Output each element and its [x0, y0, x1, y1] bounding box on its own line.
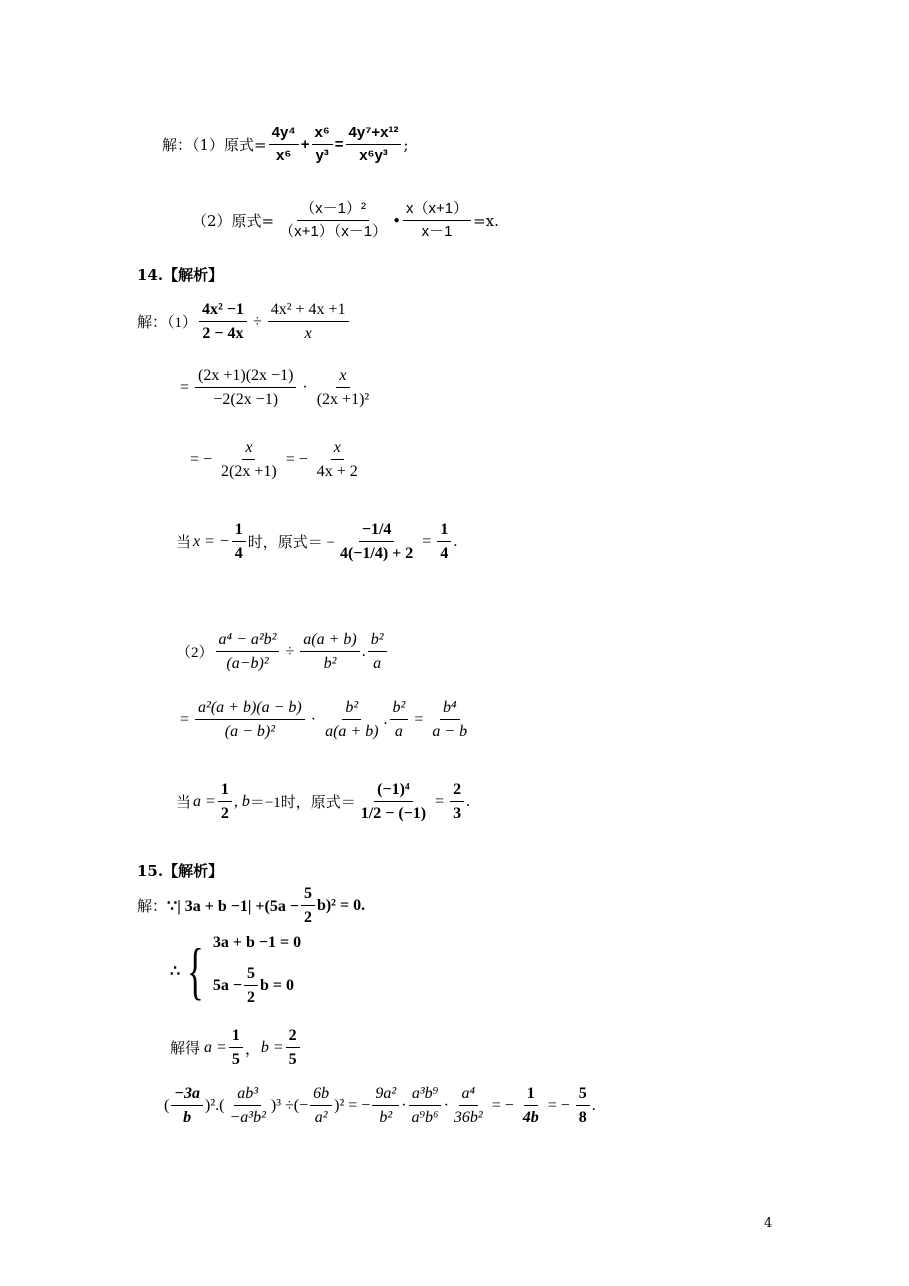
heading-14: 14.【解析】 — [137, 266, 224, 284]
fraction: $\frac{\text{a²(a + b)(a − b)}}{\text{(a − b)²}}$ — [195, 698, 305, 741]
fraction: $\frac{2}{3}$ — [450, 780, 464, 823]
fraction: $\frac{\text{4x² −1}}{2 - 4x}$ — [199, 300, 247, 343]
fraction: $\frac{\text{a⁴ − a²b²}}{\text{(a−b)²}}$ — [216, 630, 280, 673]
fraction: $\frac{(2x +1)(2x -1)}{-2(2x -1)}$ — [195, 366, 296, 409]
fraction: $\frac{\text{a³b⁹}}{\text{a⁹b⁶}}$ — [408, 1084, 441, 1127]
part2-prefix: （2）原式= — [192, 212, 275, 230]
fraction: $\frac{x}{2(2x +1)}$ — [221, 439, 277, 481]
equation-1: 3a + b −1 = 0 — [212, 934, 302, 951]
fraction: $\frac{\text{9a²}}{\text{b²}}$ — [372, 1084, 399, 1127]
part1-prefix: 解：（1）原式= — [162, 136, 267, 154]
fraction: $\frac{\text{x⁶}}{\text{y³}}$ — [312, 124, 333, 165]
answer-13-part2: （2）原式= $\frac{\text{（x－1）²}}{(x+1)(x-1)}$ • $\frac{x(x+1)}{x-1}$ =x. — [192, 200, 499, 240]
fraction: $\frac{x}{4x + 2}$ — [316, 439, 358, 481]
answer-13-part1: 解：（1）原式= $\frac{\text{4y⁴}}{\text{x⁶}}$ + $\frac{\text{x⁶}}{\text{y³}}$ = $\frac{\text{4y⁷+x¹²}}{\text{x⁶y³}}$ ; — [162, 124, 409, 164]
fraction: $\frac{\text{b²}}{a(a + b)}$ — [325, 699, 379, 741]
s14-line7: 当 a = $\frac{1}{2}$ , b ＝−1时，原式＝ $\frac{\text{(−1)⁴}}{1/2 - (-1)}$ = $\frac{2}{3}$ . — [176, 781, 471, 823]
s14-line3: = − $\frac{x}{2(2x +1)}$ = − $\frac{x}{4x + 2}$ — [186, 438, 363, 481]
s15-line1: 解： ∵| 3a + b −1| +(5a − $\frac{5}{2}$ b)² = 0. — [137, 885, 366, 927]
fraction: $\frac{\text{b⁴}}{a - b}$ — [432, 699, 468, 741]
fraction: $\frac{\text{ab³}}{\text{−a³b²}}$ — [229, 1085, 266, 1127]
fraction: $\frac{\text{(−1)⁴}}{1/2 - (-1)}$ — [360, 781, 427, 823]
fraction: $\frac{-1/4}{4(-1/4) + 2}$ — [339, 521, 414, 563]
fraction: $\frac{5}{8}$ — [576, 1084, 590, 1127]
fraction: $\frac{x(x+1)}{x-1}$ — [403, 200, 471, 241]
s14-line2: = $\frac{(2x +1)(2x -1)}{-2(2x -1)}$ · $\frac{x}{\text{(2x +1)²}}$ — [176, 366, 374, 409]
fraction: $\frac{1}{4}$ — [437, 520, 451, 563]
fraction: $\frac{6b}{\text{a²}}$ — [310, 1084, 332, 1127]
fraction: $\frac{1}{4}$ — [232, 520, 246, 563]
fraction: $\frac{\text{b²}}{a}$ — [368, 630, 387, 673]
s14-line6: = $\frac{\text{a²(a + b)(a − b)}}{\text{(a − b)²}}$ · $\frac{\text{b²}}{a(a + b)}$ . $\frac{\text{b²}}{a}$ = $\frac{\text{b⁴}}{a - b}$ — [176, 698, 472, 741]
s14-line5: （2） $\frac{\text{a⁴ − a²b²}}{\text{(a−b)²}}$ ÷ $\frac{a(a + b)}{\text{b²}}$ . $\frac{\text{b²}}{a}$ — [176, 630, 389, 673]
fraction: $\frac{a(a + b)}{\text{b²}}$ — [300, 630, 359, 673]
page-number: 4 — [764, 1216, 773, 1231]
s14-line4: 当 x = − $\frac{1}{4}$ 时，原式＝ − $\frac{-1/4}{4(-1/4) + 2}$ = $\frac{1}{4}$ . — [176, 521, 458, 563]
fraction: $\frac{1}{4b}$ — [522, 1085, 539, 1127]
fraction: $\frac{\text{（x－1）²}}{(x+1)(x-1)}$ — [279, 200, 388, 240]
fraction: $\frac{\text{b²}}{a}$ — [390, 698, 409, 741]
fraction: $\frac{1}{2}$ — [218, 780, 232, 823]
equation-2: 5a − $\frac{5}{2}$ b = 0 — [212, 965, 295, 1007]
s15-system: ∴ { 3a + b −1 = 0 5a − $\frac{5}{2}$ b = 0 — [170, 934, 302, 1007]
fraction: $\frac{\text{4y⁴}}{\text{x⁶}}$ — [269, 124, 299, 165]
fraction: $\frac{5}{2}$ — [301, 884, 315, 927]
fraction: $\frac{2}{5}$ — [286, 1026, 300, 1069]
s15-line3: 解得 a = $\frac{1}{5}$ ， b = $\frac{2}{5}$ — [170, 1026, 302, 1069]
fraction: $\frac{\text{4y⁷+x¹²}}{\text{x⁶y³}}$ — [346, 124, 402, 165]
fraction: $\frac{\text{4x² + 4x +1}}{x}$ — [268, 300, 349, 343]
s14-line1: 解：（1） $\frac{\text{4x² −1}}{2 - 4x}$ ÷ $\frac{\text{4x² + 4x +1}}{x}$ — [137, 300, 351, 343]
fraction: $\frac{-3a}{b}$ — [171, 1084, 203, 1127]
fraction: $\frac{1}{5}$ — [229, 1026, 243, 1069]
fraction: $\frac{\text{a⁴}}{\text{36b²}}$ — [453, 1085, 483, 1127]
fraction: $\frac{x}{\text{(2x +1)²}}$ — [316, 367, 370, 409]
s15-line4: ( $\frac{-3a}{b}$ )².( $\frac{\text{ab³}}{\text{−a³b²}}$ )³ ÷(− $\frac{6b}{\text{a²}}$ )² = − $\frac{\text{9a²}}{\text{b²}}$ · $\frac{\text{a³b⁹}}{\text{a⁹b⁶}}$ · $\frac{\text{a⁴}}{\text{36b²}}$ = − $\frac{1}{4b}$ = − $\frac{5}{8}$ . — [164, 1085, 596, 1127]
fraction: $\frac{5}{2}$ — [244, 964, 258, 1007]
heading-15: 15.【解析】 — [137, 862, 224, 880]
